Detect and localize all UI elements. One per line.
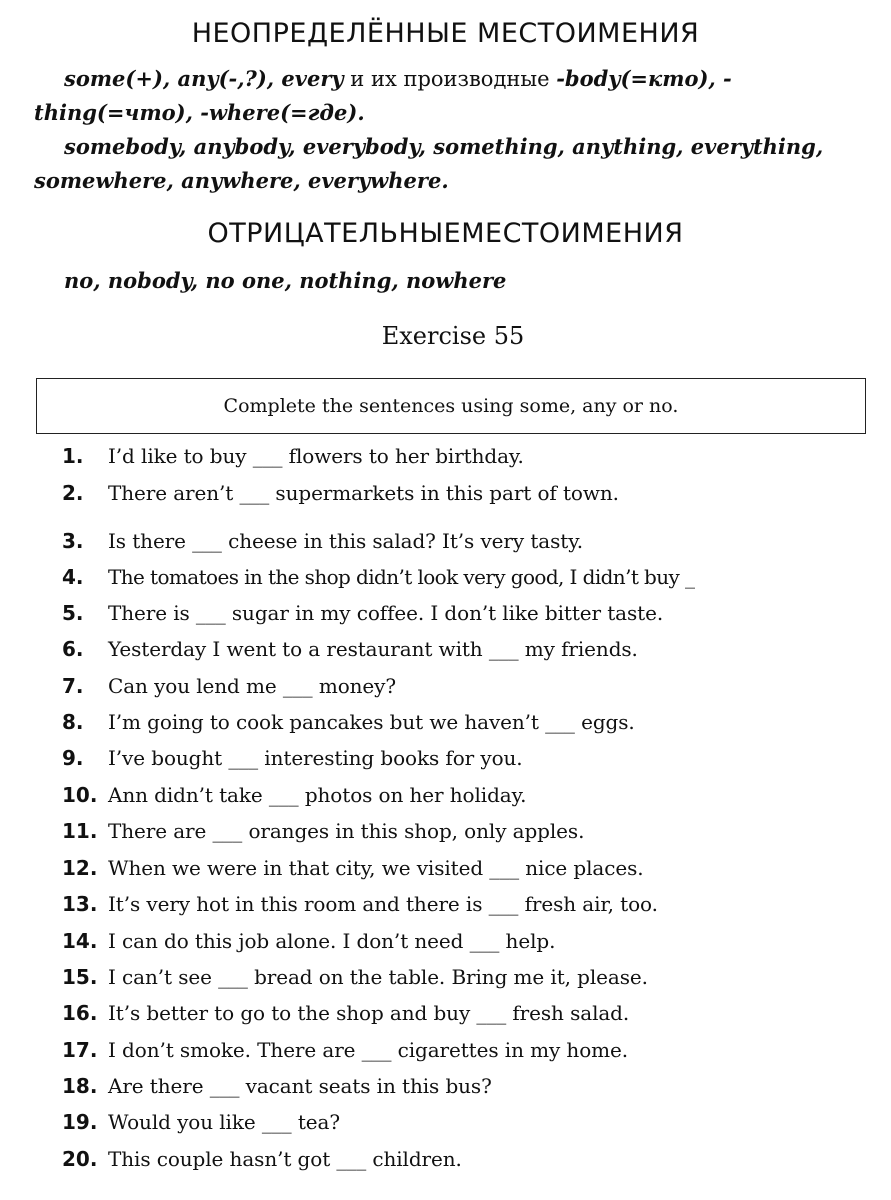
item-sentence: There are ___ oranges in this shop, only apples. xyxy=(108,819,585,843)
exercise-item xyxy=(0,671,891,701)
item-sentence: There aren’t ___ supermarkets in this part of town. xyxy=(108,481,619,505)
item-number: 18. xyxy=(62,1074,98,1098)
exercise-item xyxy=(0,853,891,883)
exercise-item xyxy=(0,707,891,737)
item-number: 9. xyxy=(62,746,84,770)
suffix-meanings: -body(=кто), -thing(=что), -where(=где). xyxy=(34,66,732,125)
indefinite-base-words: some(+), any(-,?), every xyxy=(64,66,344,91)
exercise-item xyxy=(0,1035,891,1065)
item-number: 8. xyxy=(62,710,84,734)
item-number: 19. xyxy=(62,1110,98,1134)
exercise-item xyxy=(0,441,891,471)
item-sentence: Can you lend me ___ money? xyxy=(108,674,396,698)
item-number: 16. xyxy=(62,1001,98,1025)
item-sentence: I’m going to cook pancakes but we haven’t ___ eggs. xyxy=(108,710,635,734)
heading-indefinite-pronouns: НЕОПРЕДЕЛЁННЫЕ МЕСТОИМЕНИЯ xyxy=(191,18,700,49)
item-number: 12. xyxy=(62,856,98,880)
exercise-item xyxy=(0,816,891,846)
negative-list: no, nobody, no one, nothing, nowhere xyxy=(64,268,507,293)
exercise-item xyxy=(0,1107,891,1137)
exercise-item xyxy=(0,926,891,956)
item-number: 1. xyxy=(62,444,84,468)
heading-negative-pronouns: ОТРИЦАТЕЛЬНЫЕМЕСТОИМЕНИЯ xyxy=(207,218,684,249)
exercise-item xyxy=(0,998,891,1028)
item-number: 14. xyxy=(62,929,98,953)
exercise-item xyxy=(0,526,891,556)
exercise-title: Exercise 55 xyxy=(381,322,525,350)
item-sentence: I’d like to buy ___ flowers to her birthday. xyxy=(108,444,524,468)
exercise-item xyxy=(0,634,891,664)
item-sentence: Yesterday I went to a restaurant with ___ my friends. xyxy=(108,637,638,661)
item-number: 5. xyxy=(62,601,84,625)
exercise-item xyxy=(0,962,891,992)
item-number: 2. xyxy=(62,481,84,505)
item-sentence: I don’t smoke. There are ___ cigarettes in my home. xyxy=(108,1038,629,1062)
item-number: 10. xyxy=(62,783,98,807)
item-sentence: Is there ___ cheese in this salad? It’s very tasty. xyxy=(108,529,583,553)
item-sentence: When we were in that city, we visited ___ nice places. xyxy=(108,856,644,880)
exercise-item xyxy=(0,889,891,919)
item-sentence: The tomatoes in the shop didn’t look very good, I didn’t buy _ xyxy=(108,565,695,589)
exercise-item xyxy=(0,562,891,592)
item-number: 20. xyxy=(62,1147,98,1171)
item-sentence: I can do this job alone. I don’t need ___ help. xyxy=(108,929,556,953)
exercise-item xyxy=(0,478,891,508)
item-sentence: I can’t see ___ bread on the table. Bring me it, please. xyxy=(108,965,648,989)
item-sentence: Ann didn’t take ___ photos on her holiday. xyxy=(108,783,527,807)
item-number: 7. xyxy=(62,674,84,698)
item-sentence: Are there ___ vacant seats in this bus? xyxy=(108,1074,492,1098)
derivatives-connector: и их производные xyxy=(343,67,557,91)
exercise-item xyxy=(0,1071,891,1101)
instruction-text: Complete the sentences using some, any or no. xyxy=(223,395,679,417)
exercise-item xyxy=(0,780,891,810)
item-sentence: It’s better to go to the shop and buy ___ fresh salad. xyxy=(108,1001,630,1025)
item-number: 11. xyxy=(62,819,98,843)
item-sentence: I’ve bought ___ interesting books for you. xyxy=(108,746,523,770)
item-number: 3. xyxy=(62,529,84,553)
item-number: 15. xyxy=(62,965,98,989)
item-number: 4. xyxy=(62,565,84,589)
item-sentence: Would you like ___ tea? xyxy=(108,1110,340,1134)
item-sentence: It’s very hot in this room and there is ___ fresh air, too. xyxy=(108,892,658,916)
exercise-item xyxy=(0,1144,891,1174)
item-number: 17. xyxy=(62,1038,98,1062)
derivative-list: somebody, anybody, everybody, something, anything, everything, somewhere, anywhere, everywhere. xyxy=(34,134,824,193)
exercise-item xyxy=(0,598,891,628)
item-sentence: There is ___ sugar in my coffee. I don’t like bitter taste. xyxy=(108,601,664,625)
exercise-item xyxy=(0,743,891,773)
item-sentence: This couple hasn’t got ___ children. xyxy=(108,1147,462,1171)
item-number: 6. xyxy=(62,637,84,661)
item-number: 13. xyxy=(62,892,98,916)
